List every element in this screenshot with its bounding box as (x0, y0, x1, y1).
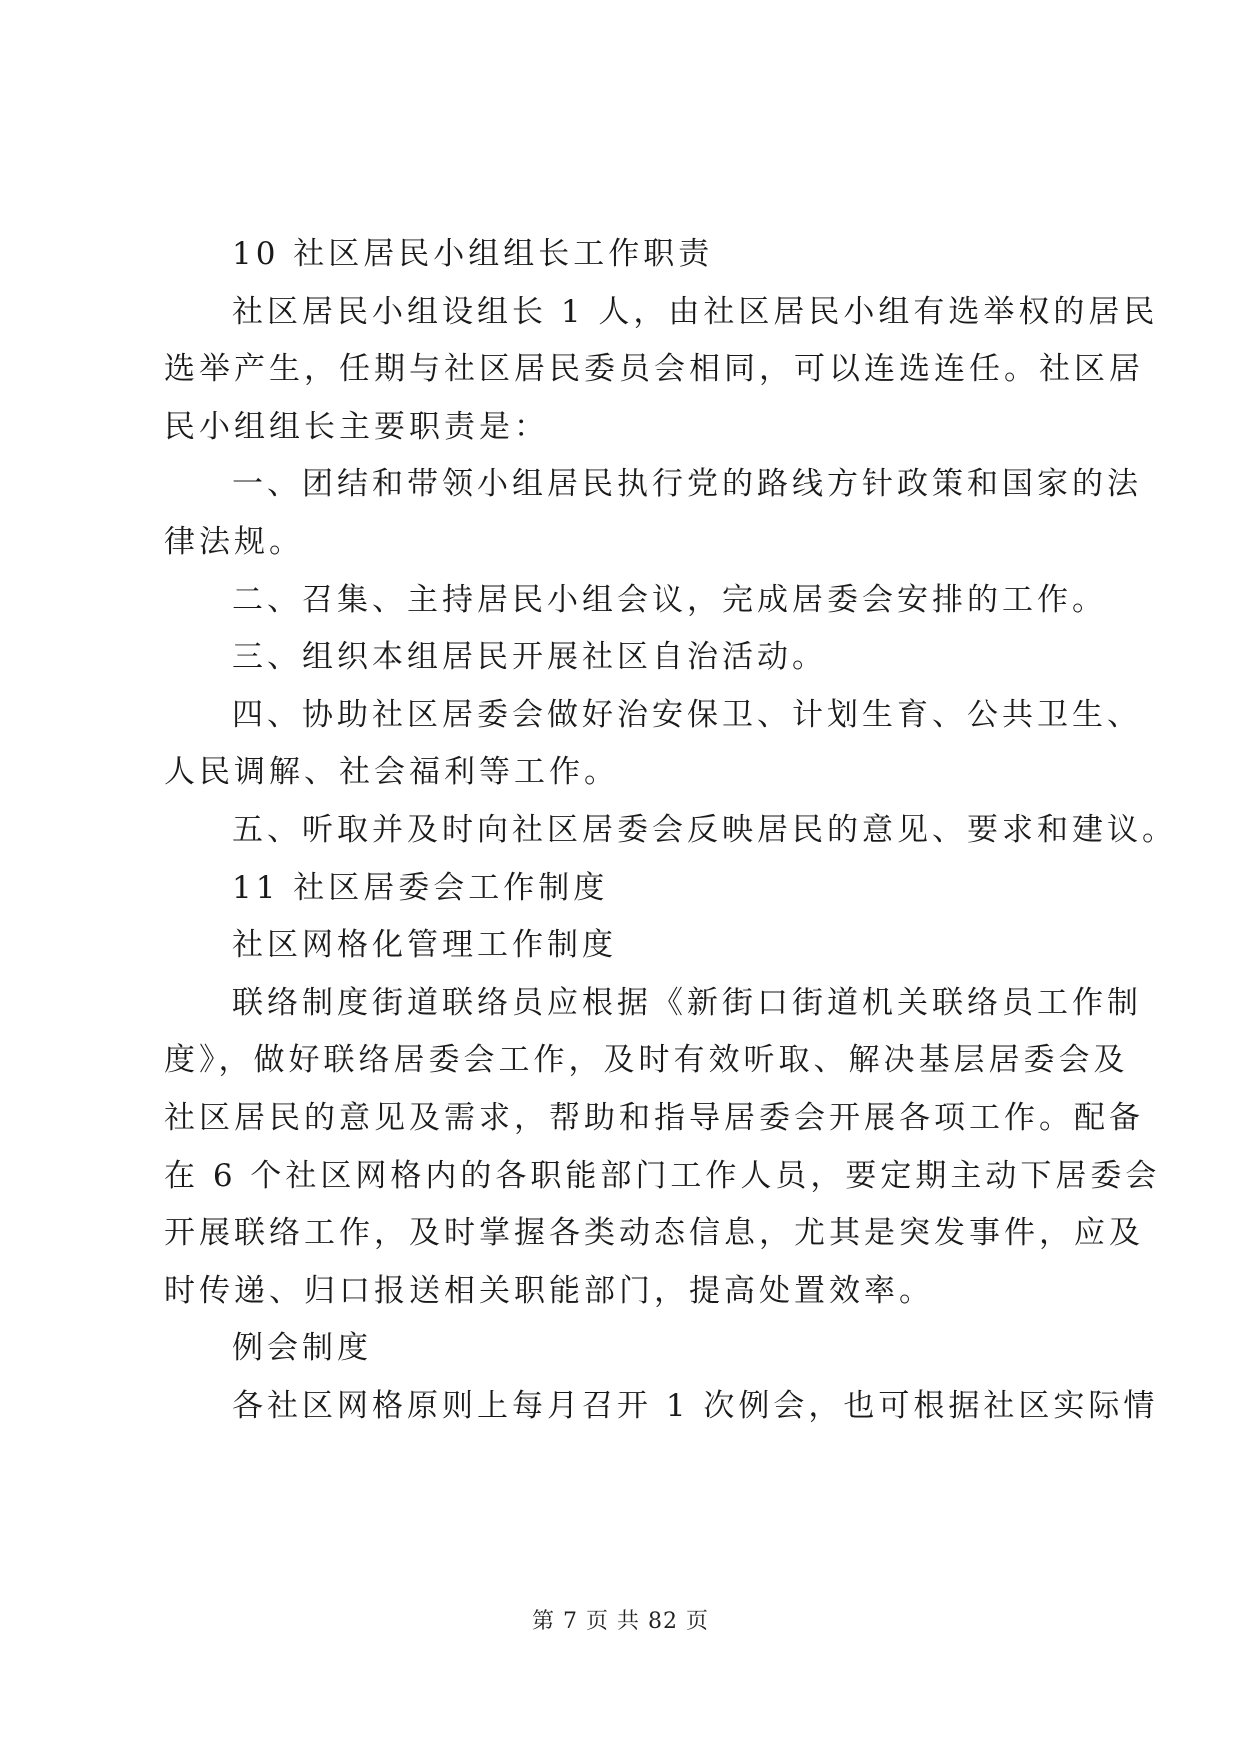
text-line: 四、协助社区居委会做好治安保卫、计划生育、公共卫生、 (232, 696, 1142, 733)
text-line: 二、召集、主持居民小组会议，完成居委会安排的工作。 (232, 581, 1107, 618)
text-line: 时传递、归口报送相关职能部门，提高处置效率。 (164, 1272, 934, 1309)
text-line: 选举产生，任期与社区居民委员会相同，可以连选连任。社区居 (164, 351, 1144, 388)
text-line: 联络制度街道联络员应根据《新街口街道机关联络员工作制 (232, 984, 1142, 1021)
text-line: 社区居民的意见及需求，帮助和指导居委会开展各项工作。配备 (164, 1099, 1144, 1136)
text-line: 社区网格化管理工作制度 (232, 927, 617, 964)
text-line: 律法规。 (164, 523, 304, 560)
text-line: 人民调解、社会福利等工作。 (164, 754, 619, 791)
text-line: 10 社区居民小组组长工作职责 (232, 236, 714, 272)
text-line: 一、团结和带领小组居民执行党的路线方针政策和国家的法 (232, 466, 1142, 503)
text-line: 例会制度 (232, 1330, 372, 1367)
text-line: 民小组组长主要职责是： (164, 408, 549, 445)
text-line: 在 6 个社区网格内的各职能部门工作人员，要定期主动下居委会 (164, 1157, 1161, 1194)
text-line: 社区居民小组设组长 1 人，由社区居民小组有选举权的居民 (232, 293, 1159, 330)
text-line: 开展联络工作，及时掌握各类动态信息，尤其是突发事件，应及 (164, 1215, 1144, 1252)
text-line: 三、组织本组居民开展社区自治活动。 (232, 639, 827, 676)
text-line: 11 社区居委会工作制度 (232, 869, 609, 906)
text-line: 度》，做好联络居委会工作，及时有效听取、解决基层居委会及 (164, 1042, 1129, 1079)
text-line: 五、听取并及时向社区居委会反映居民的意见、要求和建议。 (232, 811, 1177, 848)
document-body (164, 226, 1177, 1435)
text-line: 各社区网格原则上每月召开 1 次例会，也可根据社区实际情 (232, 1387, 1159, 1424)
page-number-footer: 第 7 页 共 82 页 (532, 1609, 709, 1634)
